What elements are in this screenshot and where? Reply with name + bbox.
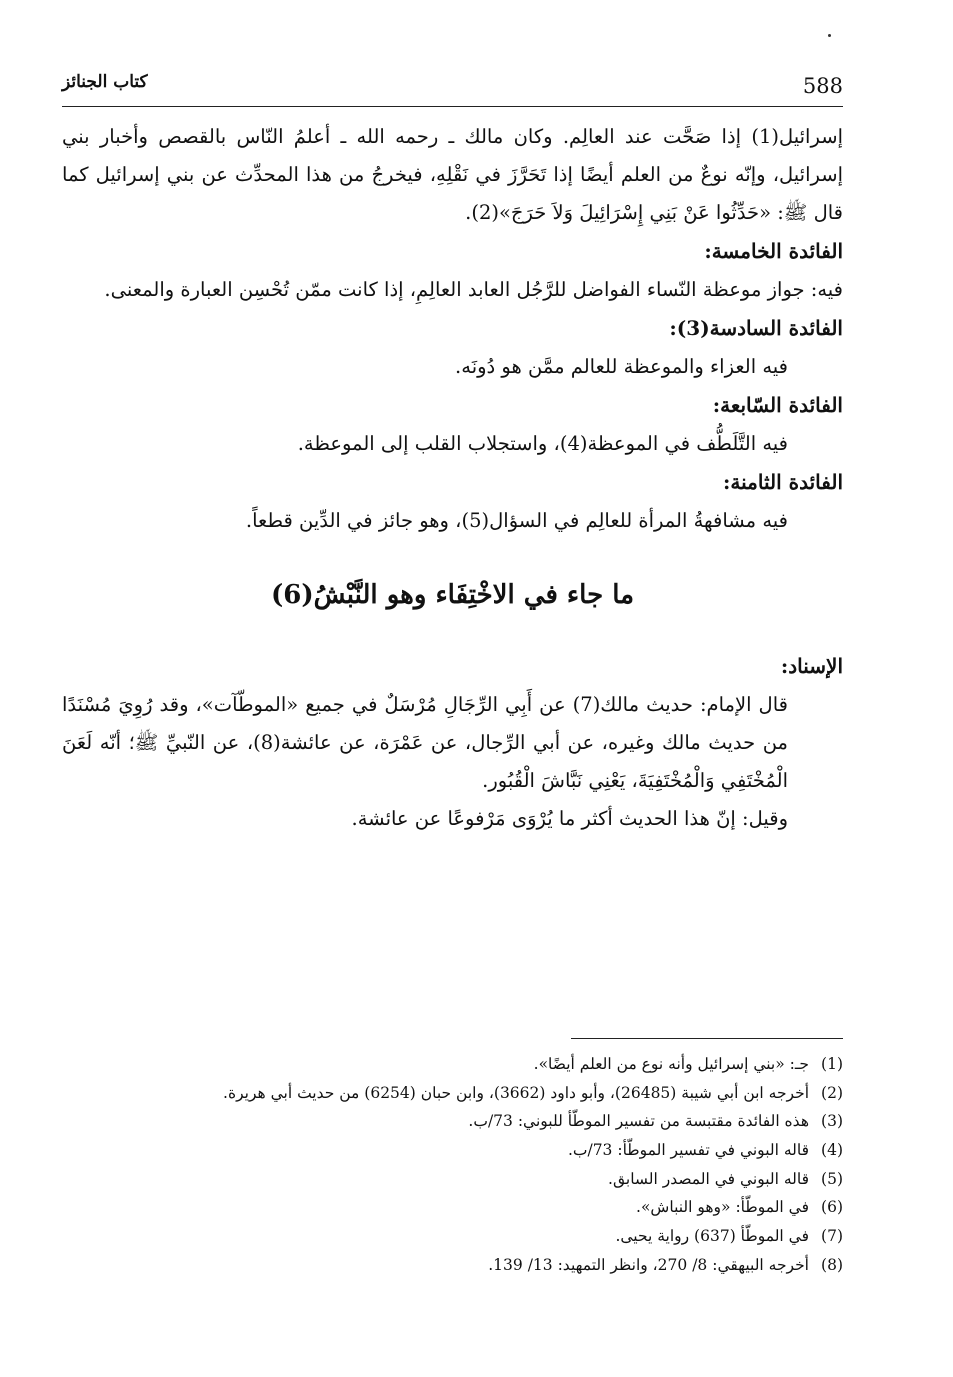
paragraph-qil: وقيل: إنّ هذا الحديث أكثر ما يُرْوَى مَرْفوعًا عن عائشة. bbox=[351, 806, 788, 830]
footnote-number: (6) bbox=[821, 1198, 843, 1217]
page-number: 588 bbox=[802, 74, 843, 98]
footnote-text: قاله البوني في تفسير الموطّأ: 73/ب. bbox=[567, 1141, 809, 1160]
paragraph-israiliyyat: إسرائيل(1) إذا صَحَّت عند العالِم. وكان مالك ـ رحمه الله ـ أعلمُ النّاس بالقصص وأخبار بني إسرائيل، وإنّه نوعٌ من العلم أيضًا إذا تَحَرَّزَ في نَقْلِهِ، فيخرجُ من هذا المحدِّث عن بني إسرائيل كما قال ﷺ: «حَدِّثُوا عَنْ بَنِي إِسْرَائِيلَ وَلاَ حَرَجَ»(2). bbox=[62, 125, 843, 225]
main-text bbox=[62, 118, 843, 838]
footnote-number: (1) bbox=[821, 1055, 843, 1073]
footnote-text: في الموطّأ (637) رواية يحيى. bbox=[615, 1227, 809, 1246]
footnote-text: في الموطّأ: «وهو النباش». bbox=[636, 1198, 809, 1217]
running-title: كتاب الجنائز bbox=[62, 72, 148, 92]
footnote-number: (7) bbox=[821, 1227, 843, 1246]
page-header bbox=[62, 72, 843, 107]
footnote-item bbox=[90, 1079, 843, 1108]
heading-benefit-5: الفائدة الخامسة: bbox=[704, 239, 843, 264]
footnote-number: (4) bbox=[821, 1141, 843, 1160]
paragraph-benefit-6: فيه العزاء والموعظة للعالم ممَّن هو دُونَه. bbox=[455, 355, 788, 379]
paragraph-isnad: قال الإمام: حديث مالك(7) عن أَبِي الرِّجَالِ مُرْسَلٌ في جميع «الموطّآت»، وقد رُوِيَ مُسْنَدًا من حديث مالك وغيره، عن أبي الرِّجال، عن عَمْرَة، عن عائشة(8)، عن النّبيِّ ﷺ؛ أنّه لَعَنَ الْمُخْتَفِي وَالْمُخْتَفِيَةَ، يَعْنِي نَبَّاشَ الْقُبُور. bbox=[62, 692, 788, 792]
footnote-item bbox=[90, 1165, 843, 1194]
scan-speck bbox=[828, 34, 831, 37]
heading-isnad: الإسناد: bbox=[780, 653, 843, 678]
footnote-divider bbox=[571, 1038, 843, 1039]
footnote-number: (8) bbox=[821, 1255, 843, 1274]
footnote-text: جـ: «بني إسرائيل وأنه نوع من العلم أيضًا». bbox=[533, 1055, 809, 1073]
footnote-item bbox=[90, 1222, 843, 1251]
footnote-item bbox=[90, 1107, 843, 1136]
footnote-text: أخرجه ابن أبي شيبة (26485)، وأبو داود (3662)، وابن حبان (6254) من حديث أبي هريرة. bbox=[223, 1083, 809, 1102]
heading-benefit-6: الفائدة السادسة(3): bbox=[669, 316, 843, 341]
footnote-text: هذه الفائدة مقتبسة من تفسير الموطّأ للبوني: 73/ب. bbox=[468, 1112, 809, 1131]
footnote-item bbox=[90, 1136, 843, 1165]
paragraph-benefit-7: فيه التَّلَطُّف في الموعظة(4)، واستجلاب القلب إلى الموعظة. bbox=[297, 432, 788, 456]
heading-benefit-8: الفائدة الثامنة: bbox=[723, 470, 843, 495]
footnotes bbox=[90, 1050, 843, 1279]
footnote-item bbox=[90, 1251, 843, 1280]
footnote-item bbox=[90, 1050, 843, 1079]
footnote-text: أخرجه البيهقي: 8/ 270، وانظر التمهيد: 13/ 139. bbox=[488, 1255, 809, 1274]
section-title: ما جاء في الاخْتِفَاء وهو النَّبْشُ(6) bbox=[270, 580, 635, 611]
footnote-number: (3) bbox=[821, 1112, 843, 1131]
paragraph-benefit-8: فيه مشافهةُ المرأة للعالِم في السؤال(5)، وهو جائز في الدِّين قطعاً. bbox=[245, 509, 788, 533]
footnote-number: (2) bbox=[821, 1083, 843, 1102]
footnote-number: (5) bbox=[821, 1169, 843, 1188]
heading-benefit-7: الفائدة السّابعة: bbox=[712, 393, 843, 418]
footnote-item bbox=[90, 1193, 843, 1222]
paragraph-benefit-5: فيه: جواز موعظة النّساء الفواضل للرَّجُل العابد العالِمِ، إذا كانت ممّن تُحْسِن العبارة والمعنى. bbox=[104, 278, 843, 302]
footnote-text: قاله البوني في المصدر السابق. bbox=[608, 1169, 809, 1188]
